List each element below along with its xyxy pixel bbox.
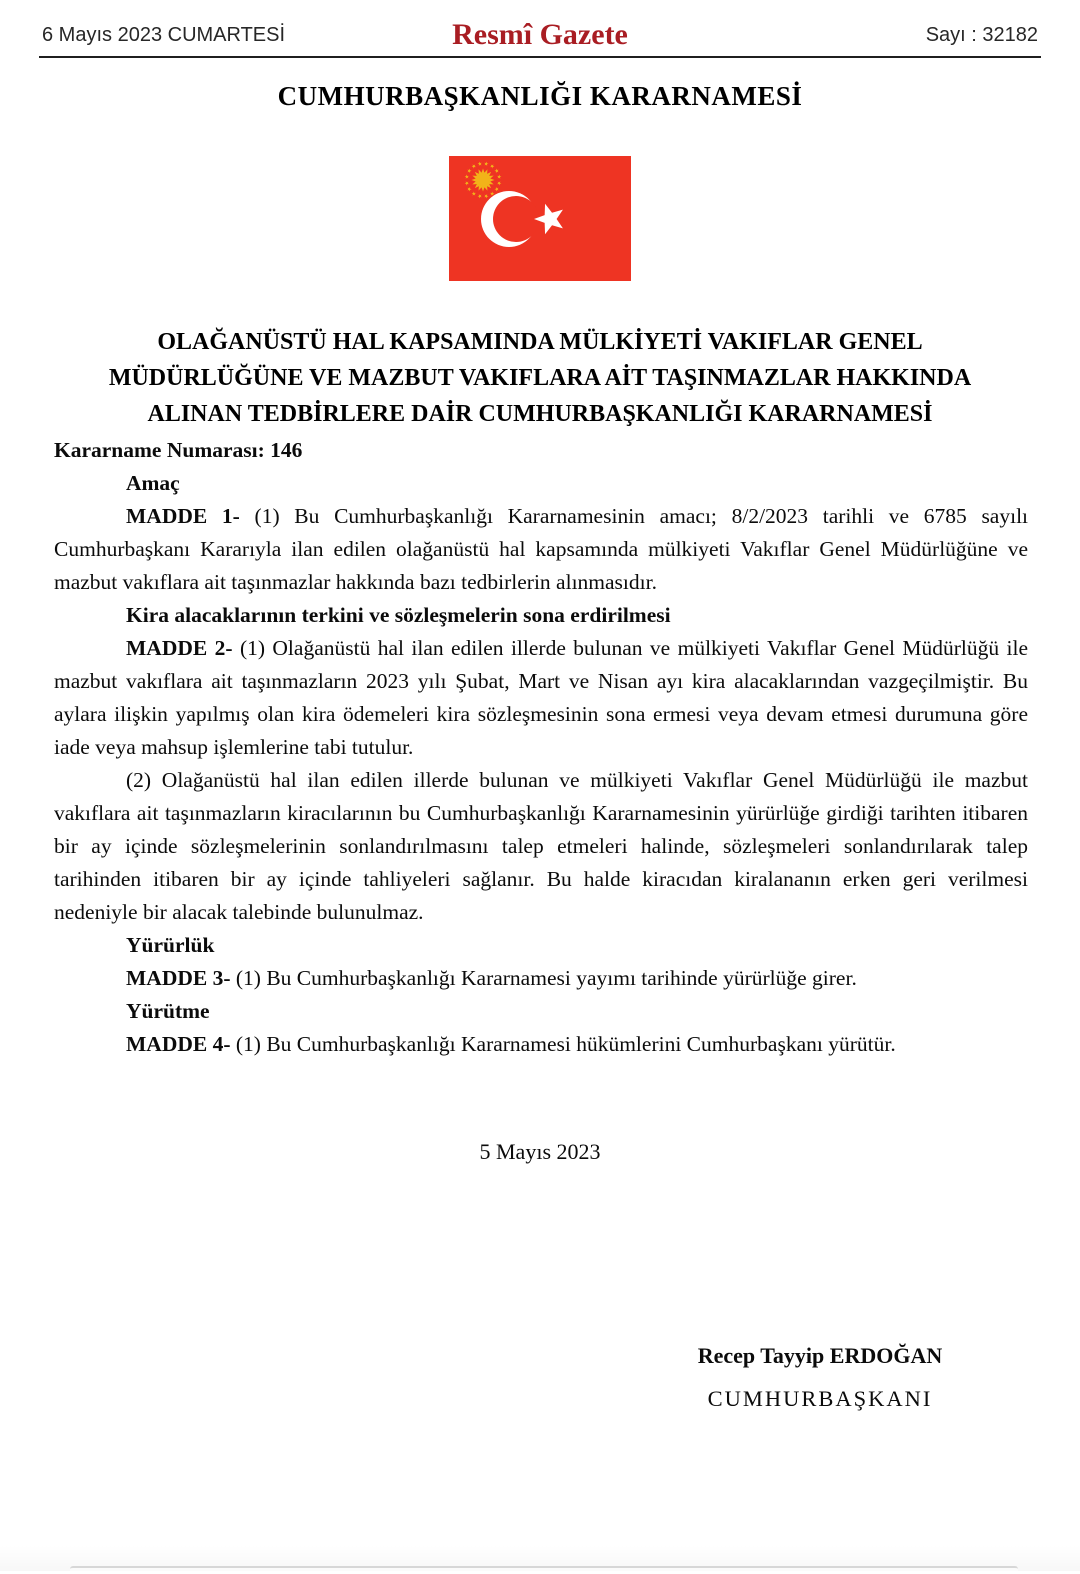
madde-2-paragraph-1: [54, 632, 1028, 764]
madde-3-paragraph: [54, 962, 1028, 995]
madde-1-paragraph: [54, 500, 1028, 599]
signature-title: CUMHURBAŞKANI: [707, 1386, 933, 1411]
document-kind-heading: CUMHURBAŞKANLIĞI KARARNAMESİ: [277, 81, 803, 111]
gazette-title: Resmî Gazete: [452, 18, 628, 51]
masthead: [39, 0, 1041, 58]
decree-date: 5 Mayıs 2023: [479, 1139, 601, 1164]
signature-name: Recep Tayyip ERDOĞAN: [697, 1343, 943, 1368]
section-heading-amac: Amaç: [126, 471, 180, 495]
madde-2-label: MADDE 2-: [126, 636, 233, 660]
madde-4-label: MADDE 4-: [126, 1032, 231, 1056]
decree-title-line-1: OLAĞANÜSTÜ HAL KAPSAMINDA MÜLKİYETİ VAKIFLAR GENEL: [157, 329, 923, 355]
next-page-edge: [70, 1566, 1018, 1571]
turkish-presidential-flag-image: [449, 156, 631, 281]
madde-3-label: MADDE 3-: [126, 966, 231, 990]
section-heading-yururluk: Yürürlük: [126, 933, 215, 957]
decree-title: [0, 324, 1080, 432]
section-heading-yurutme: Yürütme: [126, 999, 210, 1023]
turkish-flag-icon: [449, 156, 631, 281]
gazette-issue-number: Sayı : 32182: [925, 24, 1038, 46]
crescent-inner: [493, 196, 539, 242]
madde-4-paragraph: [54, 1028, 1028, 1061]
decree-title-line-3: ALINAN TEDBİRLERE DAİR CUMHURBAŞKANLIĞI KARARNAMESİ: [147, 401, 933, 427]
gazette-date: 6 Mayıs 2023 CUMARTESİ: [42, 24, 286, 46]
madde-1-label: MADDE 1-: [126, 504, 240, 528]
madde-2-text-1: (1) Olağanüstü hal ilan edilen illerde bulunan ve mülkiyeti Vakıflar Genel Müdürlüğü ile mazbut vakıflara ait taşınmazların 2023 yılı Şubat, Mart ve Nisan ayı kira alacaklarından vazgeçilmiştir. Bu aylara ilişkin yapılmış olan kira ödemeleri kira sözleşmesinin sona ermesi veya devam etmesi durumuna göre iade veya mahsup işlemlerine tabi tutulur.: [54, 636, 1029, 759]
madde-4-text: (1) Bu Cumhurbaşkanlığı Kararnamesi hükümlerini Cumhurbaşkanı yürütür.: [235, 1032, 896, 1056]
madde-2-text-2: (2) Olağanüstü hal ilan edilen illerde bulunan ve mülkiyeti Vakıflar Genel Müdürlüğü ile mazbut vakıflara ait taşınmazların kiracılarının bu Cumhurbaşkanlığı Kararnamesinin yürürlüğe girdiği tarihten itibaren bir ay içinde sözleşmelerinin sonlandırılmasını talep etmeleri halinde, sözleşmeleri sonlandırılarak talep tarihinden itibaren bir ay içinde tahliyeleri sağlanır. Bu halde kiracıdan kiralananın erken geri verilmesi nedeniyle bir alacak talebinde bulunulmaz.: [54, 768, 1028, 924]
section-heading-kira: Kira alacaklarının terkini ve sözleşmelerin sona erdirilmesi: [126, 603, 671, 627]
decree-number-line: Kararname Numarası: 146: [54, 438, 303, 462]
decree-title-line-2: MÜDÜRLÜĞÜNE VE MAZBUT VAKIFLARA AİT TAŞINMAZLAR HAKKINDA: [108, 365, 972, 391]
madde-2-paragraph-2: [54, 764, 1028, 929]
madde-3-text: (1) Bu Cumhurbaşkanlığı Kararnamesi yayımı tarihinde yürürlüğe girer.: [235, 966, 857, 990]
signature-block: [668, 1343, 972, 1412]
decree-body: [54, 434, 1028, 1061]
madde-1-text: (1) Bu Cumhurbaşkanlığı Kararnamesinin amacı; 8/2/2023 tarihli ve 6785 sayılı Cumhurbaşkanı Kararıyla ilan edilen olağanüstü hal kapsamında mülkiyeti Vakıflar Genel Müdürlüğüne ve mazbut vakıflara ait taşınmazlar hakkında bazı tedbirlerin alınmasıdır.: [54, 504, 1029, 594]
